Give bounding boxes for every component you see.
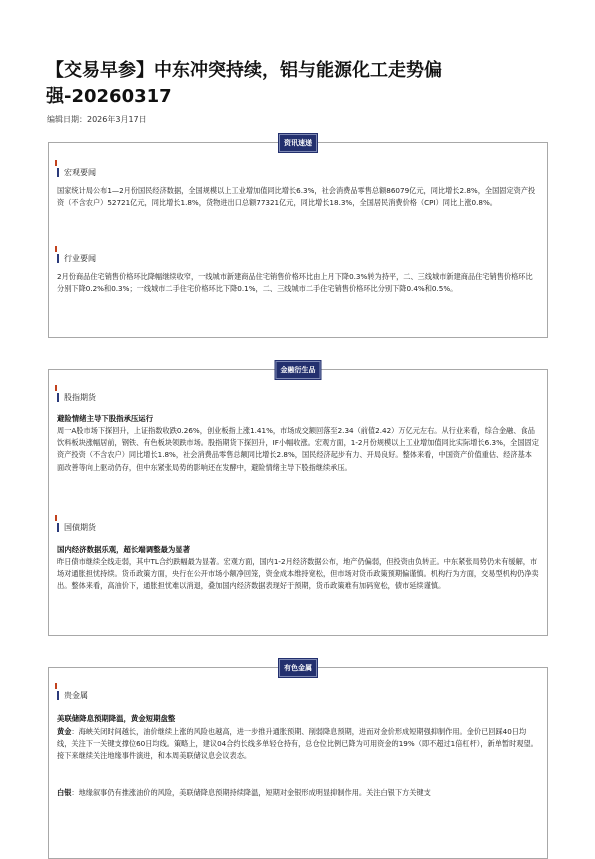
paragraph-macro: 国家统计局公布1—2月份国民经济数据，全国规模以上工业增加值同比增长6.3%，社会消费品零售总额86079亿元，同比增长2.8%，全国固定资产投资（不含农户）52721亿元，同比增长1.8%，货物进出口总额77321亿元，同比增长18.3%，全国居民消费价格（CPI）同比上涨0.8%。 xyxy=(57,186,536,208)
paragraph-stock-index: 周一A股市场下探回升，上证指数收跌0.26%，创业板指上涨1.41%，市场成交额回落至2.34（前值2.42）万亿元左右。从行业来看，综合金融、食品饮料板块涨幅居前，钢铁、有色板块领跌市场。股指期货下探回升，IF小幅收涨。宏观方面，1-2月份规模以上工业增加值同比实际增长6.3%，全国固定资产投资（不含农户）同比增长1.8%，社会消费品零售总额同比增长2.8%，国民经济起步有力、开局良好。整体来看，中国资产价值重估、经济基本面改善等向上驱动仍存，但中东紧张局势的影响还在发酵中，避险情绪主导下股指继续承压。 xyxy=(57,426,539,472)
section-tag: 资讯速递 xyxy=(279,134,317,152)
silver-label: 白银 xyxy=(57,788,72,797)
gold-label: 黄金 xyxy=(57,727,72,736)
subheading-stock-index-futures: 股指期货 xyxy=(57,392,96,403)
paragraph-bond-futures: 昨日债市继续全线走弱，其中TL合约跌幅最为显著。宏观方面，国内1-2月经济数据公布，地产仍偏弱，但投资由负转正。中东紧张局势仍未有缓解，市场对通胀担忧持续。货币政策方面，央行在公开市场小额净回笼，资金成本维持宽松，但市场对货币政策预期偏谨慎。机构行为方面，交易型机构仍净卖出。整体来看，高油价下，通胀担忧难以消退，叠加国内经济数据表现好于预期，货币政策难有加码宽松，债市延续谨慎。 xyxy=(57,557,539,591)
headline-precious-metals: 美联储降息预期降温，黄金短期盘整 xyxy=(57,714,176,723)
gold-text: ：海峡关闭时间越长，油价继续上涨的风险也越高，进一步推升通胀预期、削弱降息预期，进而对金价形成短期强抑制作用。金价已回踩40日均线，关注下一关键支撑位60日均线。策略上，建议04合约长线多单轻仓持有，总仓位比例已降为可用资金的19%（即不超过1倍杠杆），新单暂时观望。接下来继续关注地缘事件演进，和本周美联储议息会议表态。 xyxy=(57,727,538,761)
paragraph-gold xyxy=(57,726,539,763)
paragraph-industry: 2月份商品住宅销售价格环比降幅继续收窄，一线城市新建商品住宅销售价格环比由上月下降0.3%转为持平，二、三线城市新建商品住宅销售价格环比分别下降0.2%和0.3%；一线城市二手住宅价格环比下降0.1%，二、三线城市二手住宅销售价格环比分别下降0.4%和0.5%。 xyxy=(57,272,533,294)
section-tag: 金融衍生品 xyxy=(276,361,321,379)
section-financial-derivatives xyxy=(48,366,548,636)
paragraph-silver xyxy=(57,787,539,799)
headline-stock-index: 避险情绪主导下股指承压运行 xyxy=(57,414,154,423)
headline-bond-futures: 国内经济数据乐观，超长端调整最为显著 xyxy=(57,545,191,554)
subheading-macro: 宏观要闻 xyxy=(57,167,96,178)
section-news-brief xyxy=(48,139,548,338)
section-nonferrous-metals xyxy=(48,664,548,859)
subheading-precious-metals: 贵金属 xyxy=(57,690,88,701)
section-tag: 有色金属 xyxy=(279,659,317,677)
edit-date: 编辑日期：2026年3月17日 xyxy=(47,115,147,124)
page-title: 【交易早参】中东冲突持续，铝与能源化工走势偏强-20260317 xyxy=(46,60,442,107)
subheading-industry: 行业要闻 xyxy=(57,253,96,264)
subheading-bond-futures: 国债期货 xyxy=(57,522,96,533)
silver-text: ：地缘叙事仍有推涨油价的风险，美联储降息预期持续降温，短期对金银形成明显抑制作用。关注白银下方关键支 xyxy=(71,788,431,797)
